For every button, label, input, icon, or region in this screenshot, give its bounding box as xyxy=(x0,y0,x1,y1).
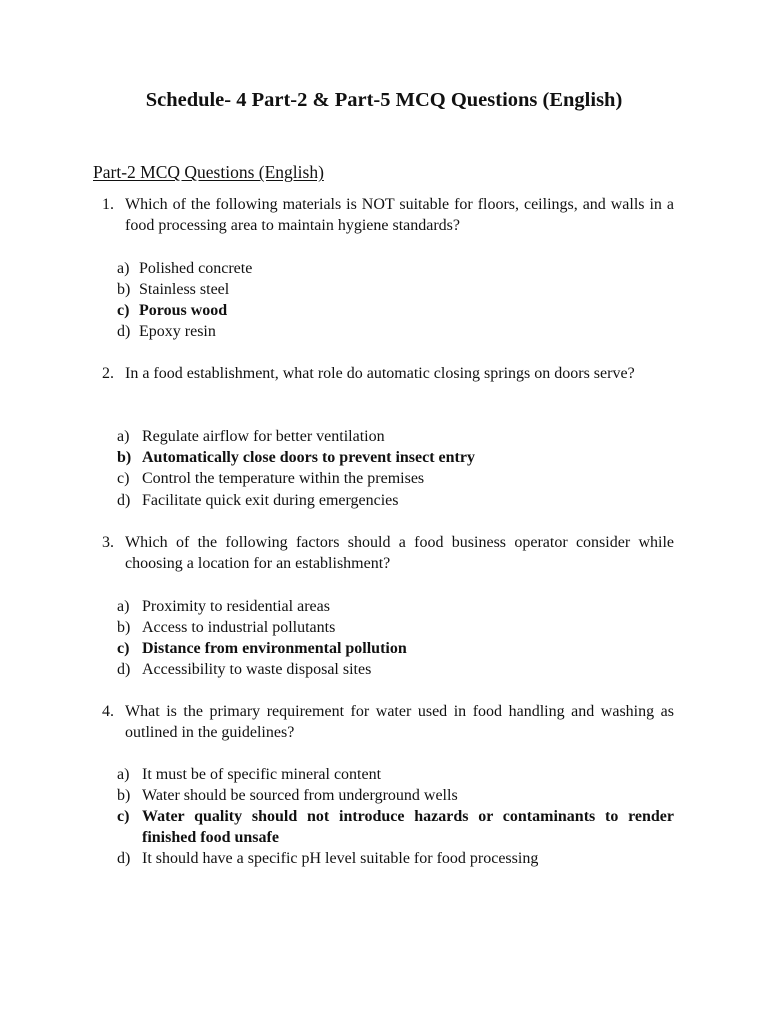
option-label: c) xyxy=(117,808,130,825)
option-label: b) xyxy=(117,619,131,636)
option-label: a) xyxy=(117,766,130,783)
option-label: d) xyxy=(117,661,131,678)
question-text: Which of the following factors should a food business operator consider while choosing a location for an establishment? xyxy=(125,534,674,572)
option-text: It must be of specific mineral content xyxy=(142,766,382,783)
option-text: Automatically close doors to prevent insect entry xyxy=(142,449,475,466)
option-text: Porous wood xyxy=(139,302,228,319)
question-text: What is the primary requirement for water used in food handling and washing as outlined in the guidelines? xyxy=(125,703,674,741)
option-label: c) xyxy=(117,302,130,319)
option-label: b) xyxy=(117,787,131,804)
question-number: 4. xyxy=(102,703,114,720)
option-text: Accessibility to waste disposal sites xyxy=(142,661,372,678)
question-number: 2. xyxy=(102,365,114,382)
option-text: Access to industrial pollutants xyxy=(142,619,336,636)
page-title: Schedule- 4 Part-2 & Part-5 MCQ Questions (English) xyxy=(145,89,623,111)
option-label: c) xyxy=(117,470,130,487)
question-number: 3. xyxy=(102,534,114,551)
question-text: In a food establishment, what role do automatic closing springs on doors serve? xyxy=(125,365,635,382)
question-text: Which of the following materials is NOT suitable for floors, ceilings, and walls in a food processing area to maintain hygiene standards? xyxy=(125,196,674,234)
option-label: d) xyxy=(117,850,131,867)
option-text: Facilitate quick exit during emergencies xyxy=(142,492,399,509)
option-label: d) xyxy=(117,492,131,509)
option-label: b) xyxy=(117,281,131,298)
question-number: 1. xyxy=(102,196,114,213)
option-text: Proximity to residential areas xyxy=(142,598,330,615)
option-text: Water quality should not introduce hazards or contaminants to render finished food unsafe xyxy=(142,808,674,846)
section-heading: Part-2 MCQ Questions (English) xyxy=(93,162,324,182)
option-text: Distance from environmental pollution xyxy=(142,640,407,657)
option-text: Water should be sourced from underground wells xyxy=(142,787,458,804)
option-label: a) xyxy=(117,598,130,615)
option-label: c) xyxy=(117,640,130,657)
option-label: b) xyxy=(117,449,132,466)
option-text: Polished concrete xyxy=(139,260,253,277)
option-label: a) xyxy=(117,260,130,277)
option-text: It should have a specific pH level suitable for food processing xyxy=(142,850,539,867)
option-text: Stainless steel xyxy=(139,281,230,298)
option-text: Regulate airflow for better ventilation xyxy=(142,428,385,445)
option-label: a) xyxy=(117,428,130,445)
option-label: d) xyxy=(117,323,131,340)
option-text: Epoxy resin xyxy=(139,323,216,340)
option-text: Control the temperature within the premises xyxy=(142,470,425,487)
